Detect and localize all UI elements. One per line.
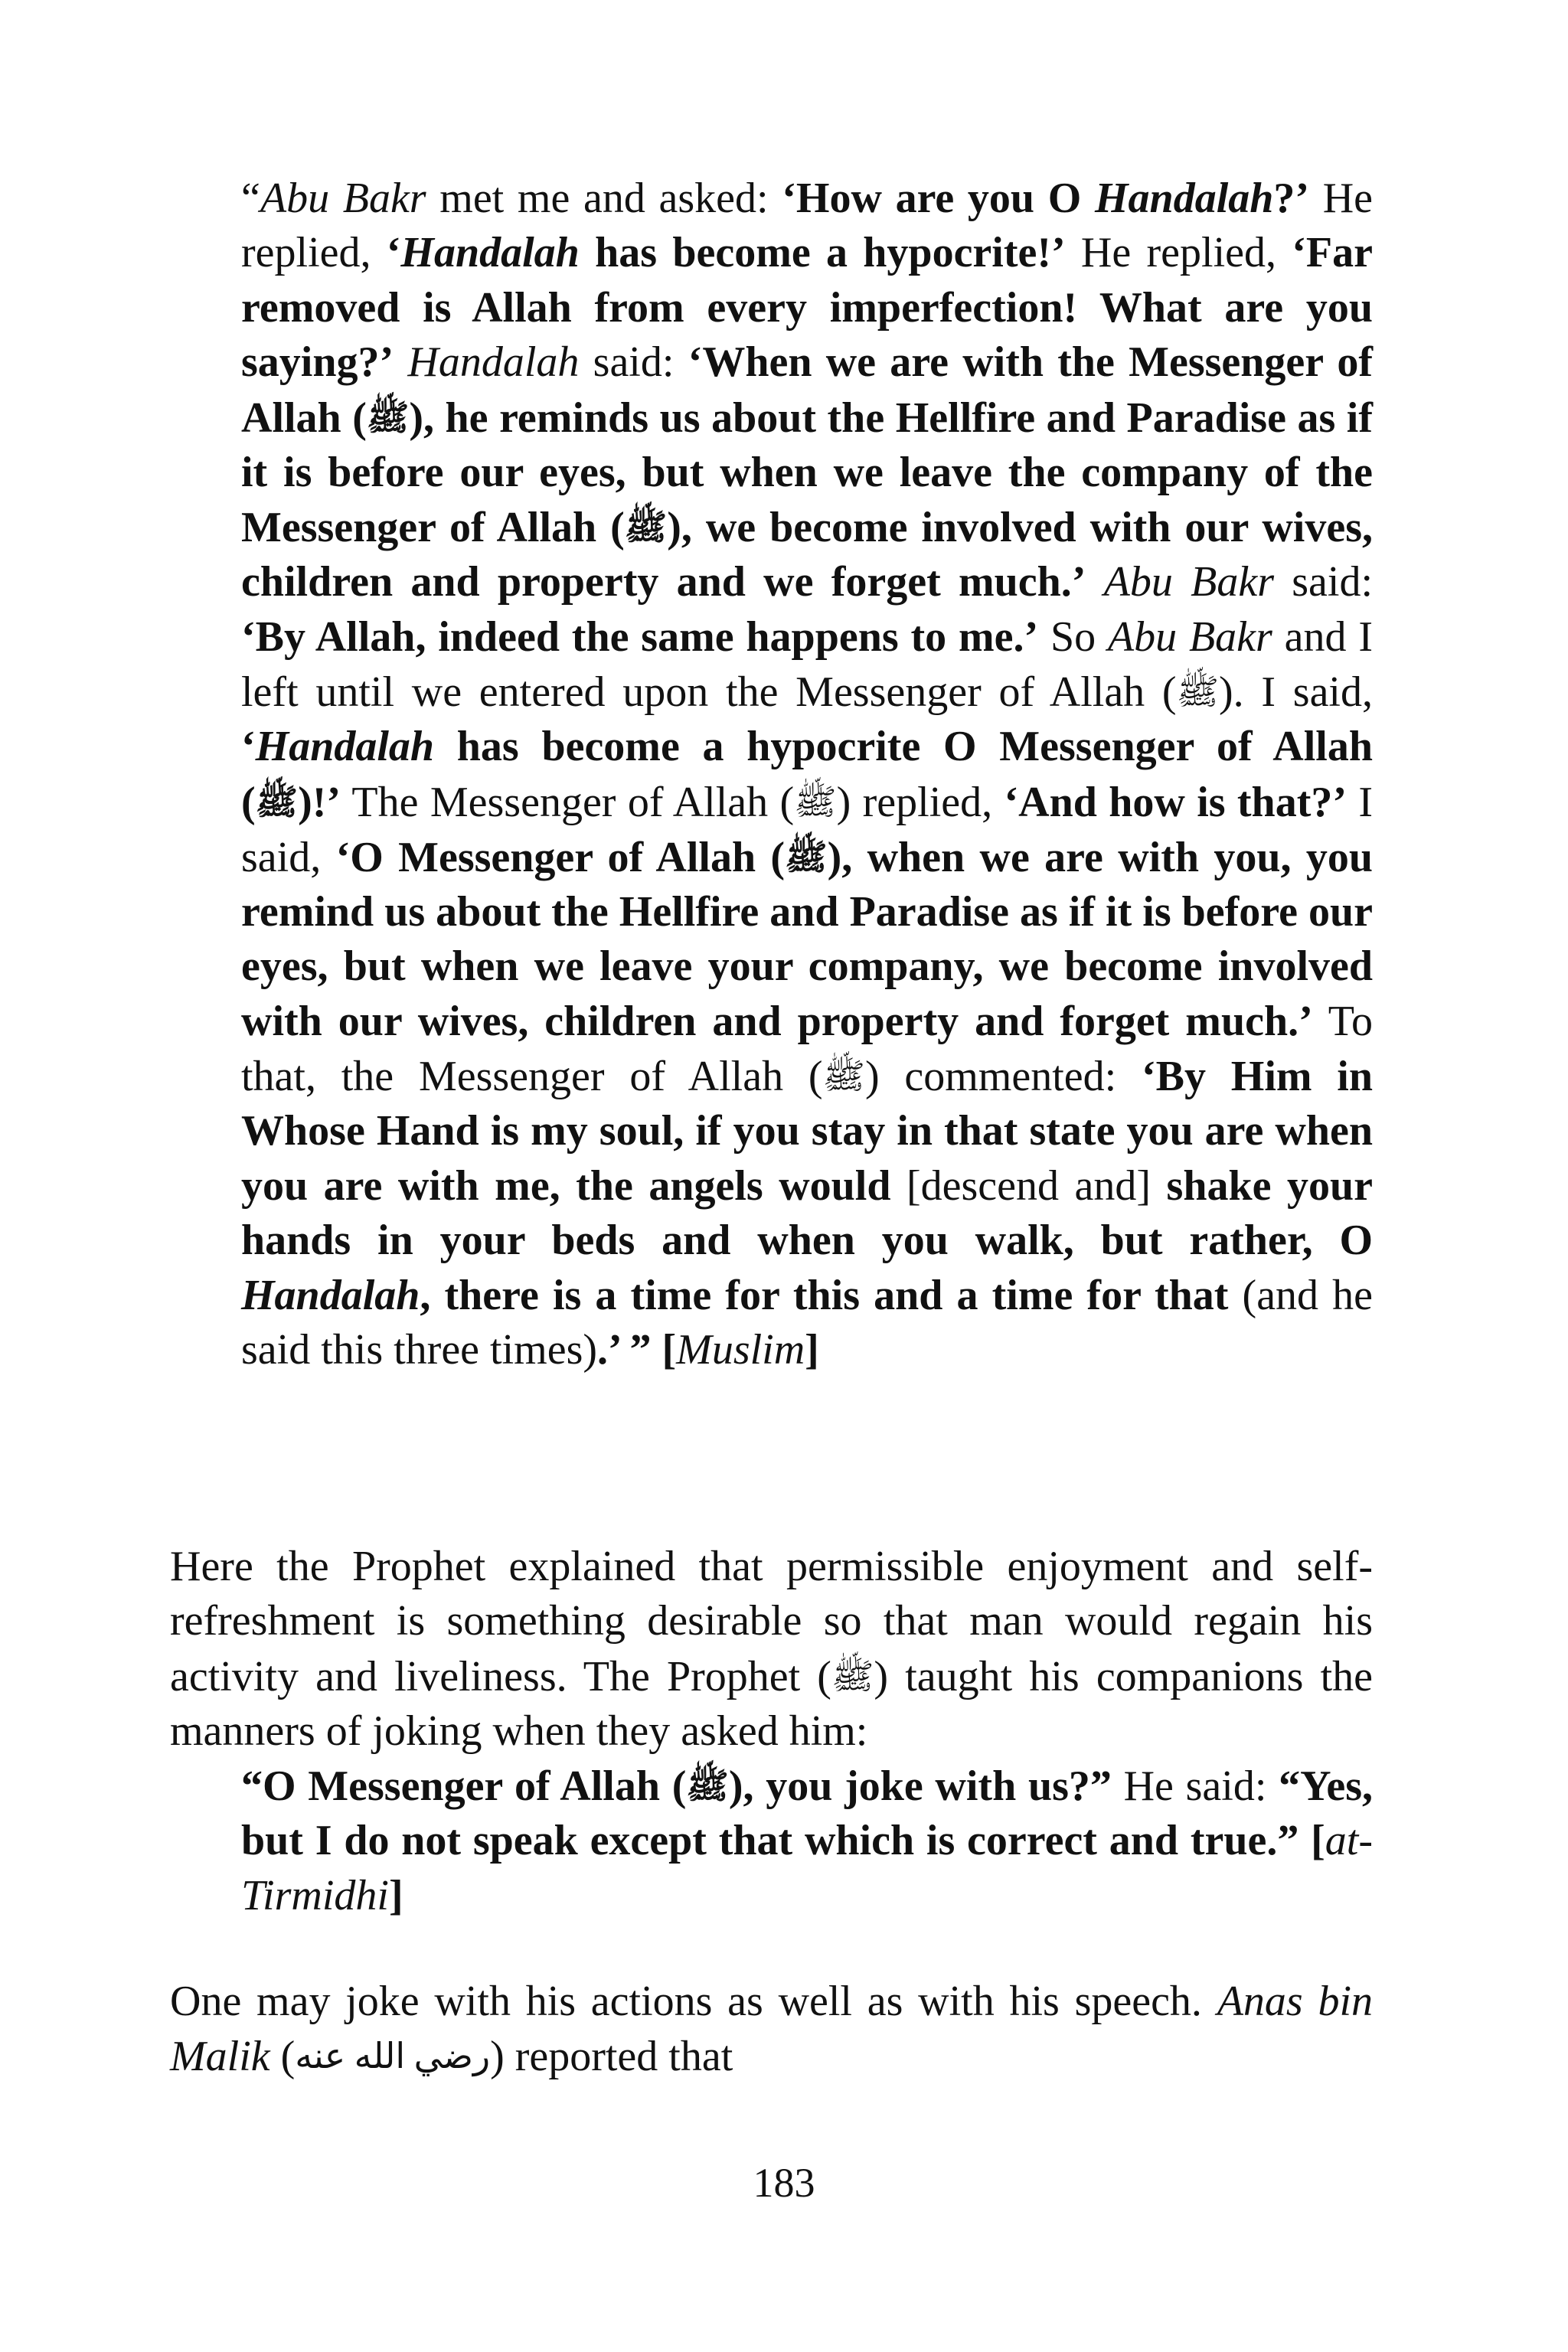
quote-text: So [1038,612,1108,661]
salawat-glyph: ﷺ [255,782,299,822]
quote-speech: ?’ [1273,175,1310,222]
salawat-glyph: ﷺ [831,1656,874,1696]
paragraph-text: ) taught his companions the manners of joking when they asked him: [170,1652,1373,1755]
quote-name: Handalah [407,338,580,387]
quote-text: He replied, [241,175,1374,277]
narrator-name: Anas bin Malik [170,1978,1373,2081]
salawat-glyph: ﷺ [1176,672,1220,712]
quote-text: ). I said, [1219,668,1373,716]
quote-speech: ‘Far removed is Allah from every imperfection! What are you saying?’ [241,229,1373,387]
quote-speech: has become a hypocrite!’ [579,229,1066,277]
paragraph-text: One may joke with his actions as well as with his speech. [170,1978,1217,2025]
quote-text: The Messenger of Allah ( [341,778,795,826]
quote-speech: “Yes, but I do not speak except that which is correct and true.” [241,1762,1374,1865]
quote-text [1298,1817,1311,1864]
quote-text: met me and asked: [426,175,782,222]
salawat-glyph: ﷺ [794,782,837,822]
citation-source: at-Tirmidhi [241,1817,1374,1919]
quote-speech: ‘And how is that?’ [1004,778,1347,826]
quote-speech: ‘ [241,723,256,771]
salawat-glyph: ﷺ [822,1057,865,1096]
quote-text: and I left until we entered upon the Messenger of Allah ( [241,612,1373,716]
quote-text: ) replied, [836,778,1004,826]
quote-name: Handalah [1094,175,1274,222]
quote-speech: ‘O Messenger of Allah ( [335,833,786,881]
salawat-glyph: ﷺ [624,508,668,547]
quote-text: ) commented: [864,1053,1142,1100]
citation-bracket: [ [1311,1817,1325,1865]
quote-speech: ), when we are with you, you remind us about the Hellfire and Paradise as if it is before our eyes, but when we leave your company, we become involved with our wives, children and property and forget much.’ [241,833,1373,1045]
quote-name: Abu Bakr [1107,612,1272,661]
citation-bracket: ] [388,1871,403,1919]
quote-text: [descend and] [890,1161,1167,1210]
quote-speech: ), he reminds us about the Hellfire and Paradise as if it is before our eyes, but when we leave the company of the Messenger of Allah ( [241,394,1373,551]
quote-speech: “O Messenger of Allah ( [241,1762,687,1810]
quote-speech: has become a hypocrite O Messenger of Allah ( [241,723,1373,826]
paragraph-text: Here the Prophet explained that permissible enjoyment and self-refreshment is something desirable so that man would regain his activity and liveliness. The Prophet ( [170,1543,1373,1700]
quote-name: Abu Bakr [260,175,426,222]
citation-source: Muslim [676,1326,805,1374]
quote-speech: ‘By Allah, indeed the same happens to me.’ [241,612,1039,661]
salawat-glyph: ﷺ [686,1766,729,1805]
quote-speech: , there is a time for this and a time for that [420,1271,1229,1319]
salawat-glyph: ﷺ [366,397,410,437]
paragraph-permissible-enjoyment [170,1540,1373,1759]
quote-text [652,1326,662,1374]
joke-block-quote [241,1759,1373,1923]
paragraph-joking-actions [170,1975,1373,2085]
quote-speech: ‘When we are with the Messenger of Allah ( [241,338,1374,442]
quote-speech: ‘By Him in Whose Hand is my soul, if you stay in that state you are when you are with me, the angels would [241,1053,1374,1210]
quote-text: said: [579,338,688,387]
quote-name: Handalah [241,1271,420,1319]
quote-text [1086,558,1103,606]
salawat-glyph: ﷺ [785,837,828,877]
quote-text: He said: [1111,1762,1279,1810]
quote-speech: )!’ [298,778,341,826]
quote-text: To that, the Messenger of Allah ( [241,997,1373,1100]
hadith-block-quote [241,172,1373,1377]
quote-speech: .’ ” [597,1326,652,1374]
quote-speech: ), you joke with us?” [728,1762,1112,1810]
paragraph-text: ( [270,2033,296,2081]
citation-bracket: ] [805,1326,819,1374]
quote-text: I said, [241,778,1374,881]
quote-speech: shake your hands in your beds and when you walk, but rather, O [241,1161,1373,1265]
citation-bracket: [ [662,1326,677,1374]
paragraph-text: ) reported that [490,2033,733,2081]
quote-name: Handalah [255,723,435,771]
quote-speech: ‘How are you O [782,175,1095,222]
quote-name: Abu Bakr [1103,558,1274,606]
quote-name: Handalah [400,229,580,277]
quote-speech: ‘ [386,229,401,277]
quote-text [394,338,407,386]
quote-text: He replied, [1065,229,1292,277]
quote-text: (and he said this three times) [241,1271,1374,1374]
quote-text: “ [241,175,260,222]
page-number: 183 [753,2160,815,2206]
quote-speech: ), we become involved with our wives, children and property and we forget much.’ [241,503,1373,606]
honorific-glyph: رضي الله عنه [295,2037,491,2076]
quote-text: said: [1273,558,1373,606]
